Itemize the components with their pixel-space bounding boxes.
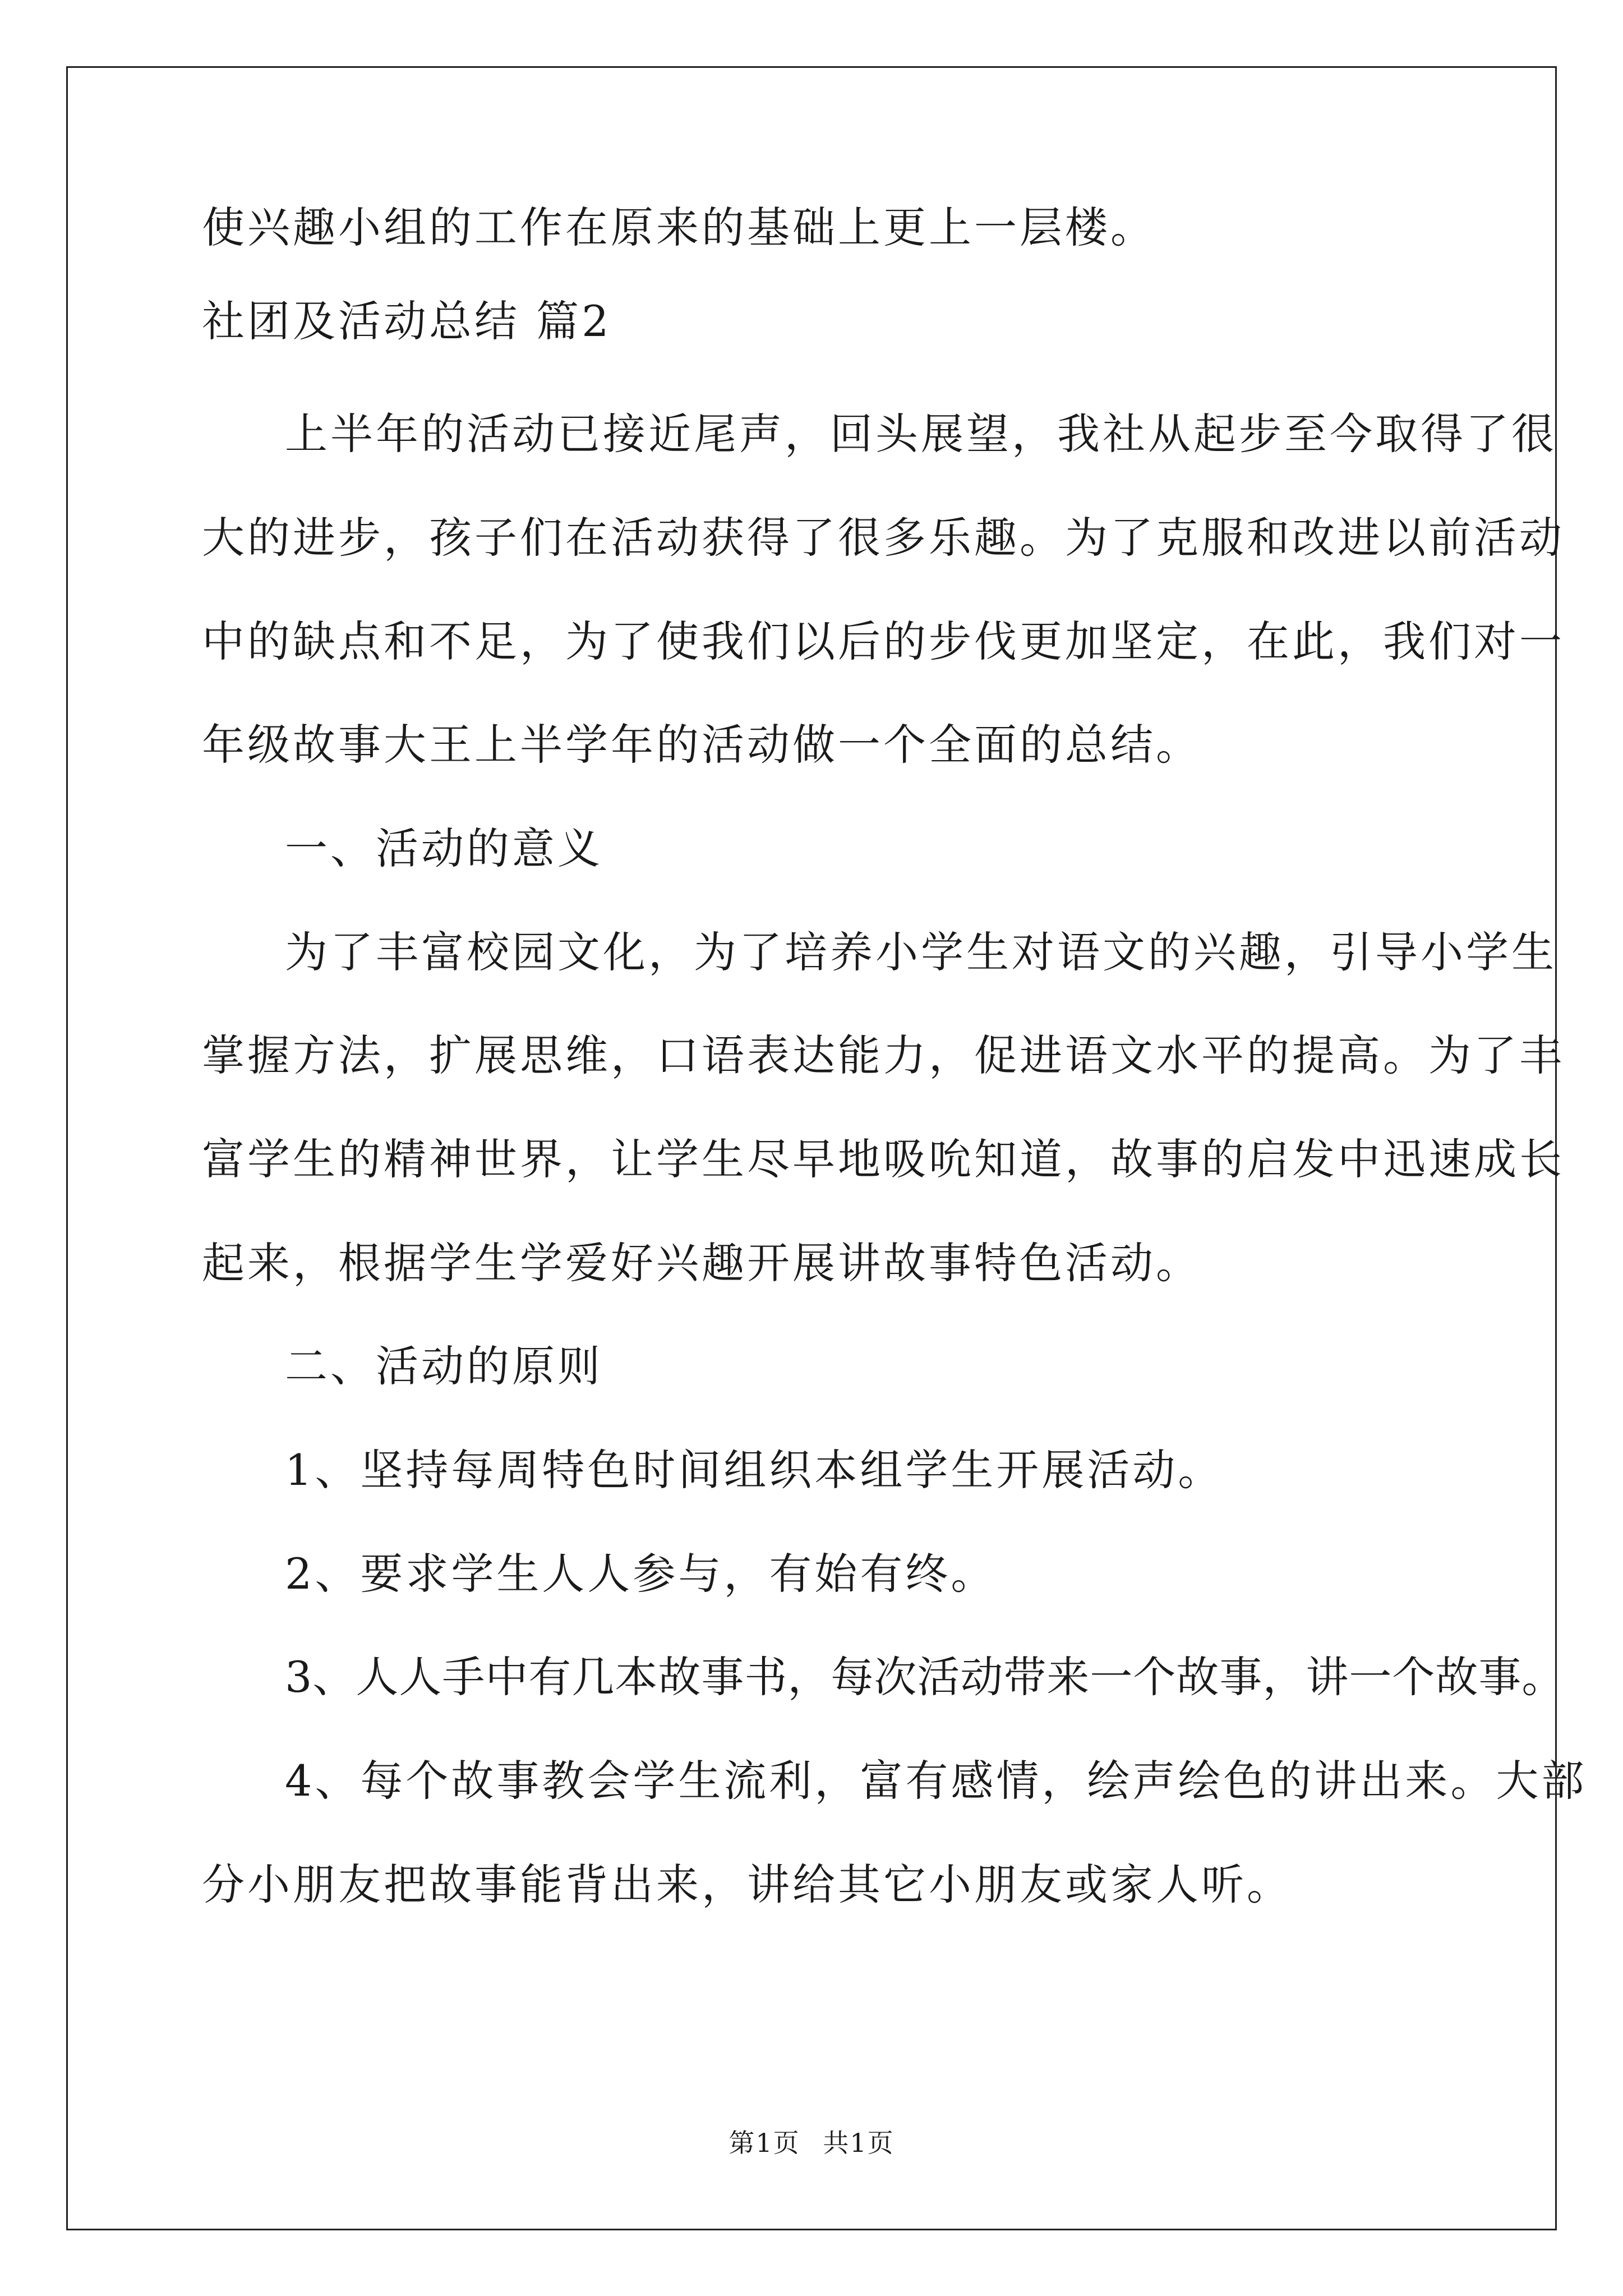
paragraph-line: 中的缺点和不足，为了使我们以后的步伐更加坚定，在此，我们对一 — [202, 616, 1565, 666]
current-page-label: 第1页 — [728, 2128, 800, 2158]
paragraph-line: 年级故事大王上半学年的活动做一个全面的总结。 — [202, 720, 1201, 770]
paragraph-line: 掌握方法，扩展思维，口语表达能力，促进语文水平的提高。为了丰 — [202, 1030, 1565, 1080]
paragraph-line: 分小朋友把故事能背出来，讲给其它小朋友或家人听。 — [202, 1860, 1292, 1910]
paragraph-line: 为了丰富校园文化，为了培养小学生对语文的兴趣，引导小学生 — [285, 927, 1557, 977]
paragraph-line: 富学生的精神世界，让学生尽早地吸吮知道，故事的启发中迅速成长 — [202, 1134, 1565, 1184]
total-pages-label: 共1页 — [823, 2128, 895, 2158]
paragraph-line: 起来，根据学生学爱好兴趣开展讲故事特色活动。 — [202, 1238, 1201, 1288]
paragraph-line: 上半年的活动已接近尾声，回头展望，我社从起步至今取得了很 — [285, 409, 1557, 459]
subsection-heading: 二、活动的原则 — [285, 1341, 603, 1391]
subsection-heading: 一、活动的意义 — [285, 823, 603, 873]
paragraph-line: 大的进步，孩子们在活动获得了很多乐趣。为了克服和改进以前活动 — [202, 513, 1565, 563]
list-item: 4、每个故事教会学生流利，富有感情，绘声绘色的讲出来。大部 — [285, 1756, 1587, 1806]
list-item: 3、人人手中有几本故事书，每次活动带来一个故事，讲一个故事。 — [285, 1652, 1565, 1702]
list-item: 1、坚持每周特色时间组织本组学生开展活动。 — [285, 1445, 1224, 1495]
page-footer — [0, 2127, 1623, 2159]
list-item: 2、要求学生人人参与，有始有终。 — [285, 1549, 997, 1599]
section-heading: 社团及活动总结 篇2 — [202, 296, 612, 346]
paragraph-line: 使兴趣小组的工作在原来的基础上更上一层楼。 — [202, 203, 1156, 252]
